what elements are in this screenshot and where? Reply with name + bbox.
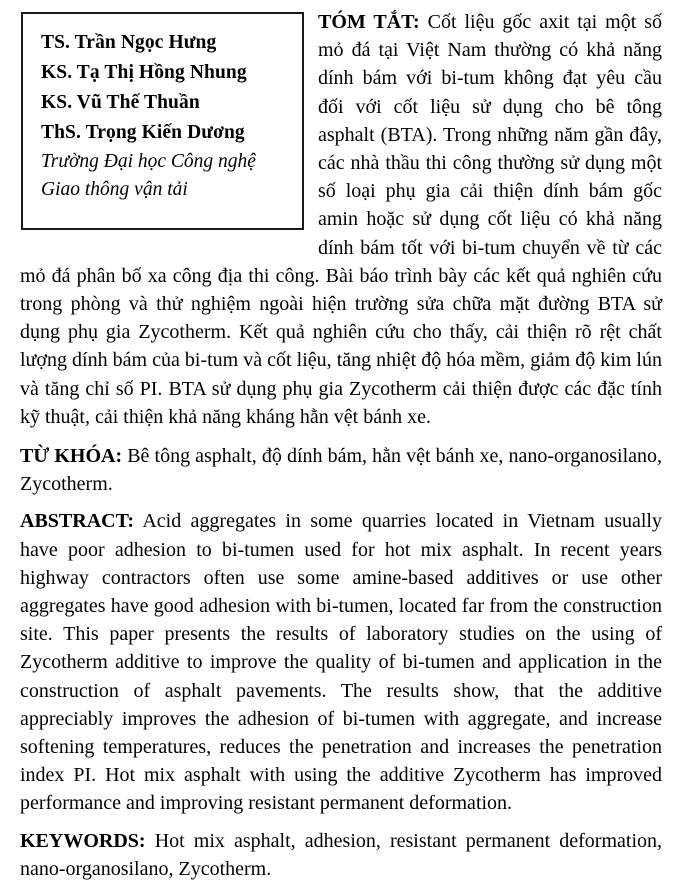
author-name: KS. Tạ Thị Hồng Nhung xyxy=(41,62,247,83)
english-abstract-body: Acid aggregates in some quarries located in Vietnam usually have poor adhesion to bi-tumen used for hot mix asphalt. In recent years highway contractors often use some amine-based additives or use other aggregates have good adhesion with bi-tumen, located far from the construction site. This paper presents the results of laboratory studies on the using of Zycotherm additive to improve the quality of bi-tumen and application in the construction of asphalt pavements. The results show, that the additive appreciably improves the adhesion of bi-tumen with aggregate, and increase softening temperatures, reduces the penetration and increases the penetration index PI. Hot mix asphalt with using the additive Zycotherm has improved performance and improving resistant permanent deformation. xyxy=(20,510,662,815)
vietnamese-abstract-label: TÓM TẮT: xyxy=(318,11,420,33)
english-keywords-label: KEYWORDS: xyxy=(20,829,146,852)
vietnamese-keywords-paragraph xyxy=(20,442,662,498)
affiliation-line: Trường Đại học Công nghệ xyxy=(41,151,256,172)
vietnamese-abstract-body: Cốt liệu gốc axit tại một số mỏ đá tại Việt Nam thường có khả năng dính bám với bi-tum không đạt yêu cầu đối với cốt liệu sử dụng cho bê tông asphalt (BTA). Trong những năm gần đây, các nhà thầu thi công thường sử dụng một số loại phụ gia cải thiện dính bám gốc amin hoặc sử dụng cốt liệu có khả năng dính bám tốt với bi-tum chuyển về từ các mỏ đá phân bố xa công địa thi công. Bài báo trình bày các kết quả nghiên cứu trong phòng và thử nghiệm ngoài hiện trường sửa chữa mặt đường BTA sử dụng phụ gia Zycotherm. Kết quả nghiên cứu cho thấy, cải thiện rõ rệt chất lượng dính bám của bi-tum và cốt liệu, tăng nhiệt độ hóa mềm, giảm độ kim lún và tăng chỉ số PI. BTA sử dụng phụ gia Zycotherm cải thiện được các đặc tính kỹ thuật, cải thiện khả năng kháng hằn vệt bánh xe. xyxy=(20,11,662,428)
affiliation-line: Giao thông vận tải xyxy=(41,179,188,200)
english-abstract-label: ABSTRACT: xyxy=(20,510,135,533)
english-keywords-paragraph xyxy=(20,827,662,883)
english-abstract-paragraph xyxy=(20,507,662,817)
vietnamese-keywords-body: Bê tông asphalt, độ dính bám, hằn vệt bánh xe, nano-organosilano, Zycotherm. xyxy=(20,445,663,496)
lower-sections xyxy=(0,442,680,883)
author-affiliation-box xyxy=(21,12,304,230)
author-name: KS. Vũ Thế Thuần xyxy=(41,92,200,113)
author-name: TS. Trần Ngọc Hưng xyxy=(41,32,217,53)
vietnamese-keywords-label: TỪ KHÓA: xyxy=(20,445,123,468)
author-name: ThS. Trọng Kiến Dương xyxy=(41,122,245,143)
english-keywords-body: Hot mix asphalt, adhesion, resistant permanent deformation, nano-organosilano, Zycotherm. xyxy=(20,829,662,880)
